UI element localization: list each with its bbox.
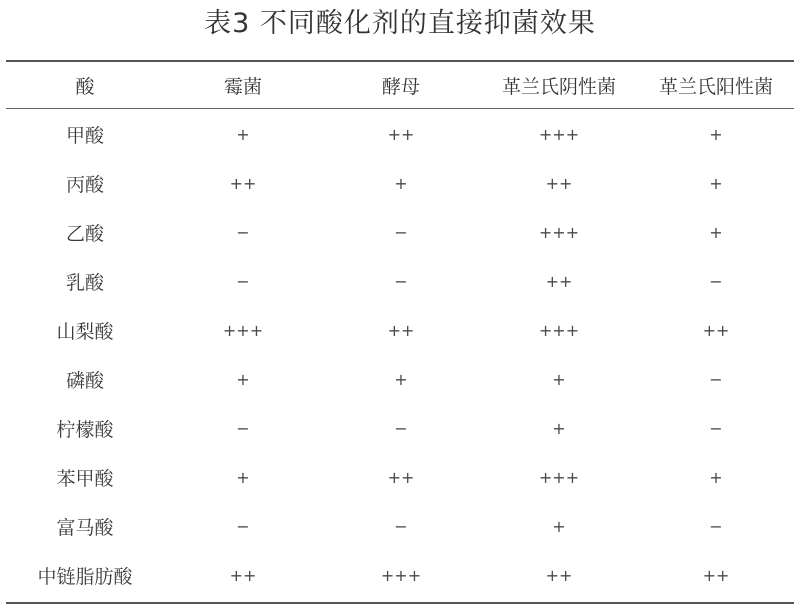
cell-yeast: −	[394, 517, 408, 536]
cell-mold: −	[236, 223, 250, 242]
cell-acid-name: 中链脂肪酸	[37, 566, 133, 588]
cell-gram-positive: −	[709, 272, 723, 291]
cell-mold: −	[236, 517, 250, 536]
cell-mold: +	[236, 125, 250, 144]
cell-acid-name: 苯甲酸	[56, 468, 114, 490]
cell-gram-positive: +	[709, 468, 723, 487]
cell-yeast: −	[394, 272, 408, 291]
cell-mold: +	[236, 468, 250, 487]
cell-yeast: +	[394, 174, 408, 193]
cell-gram-negative: +++	[538, 468, 580, 487]
cell-gram-negative: +++	[538, 321, 580, 340]
header-mold: 霉菌	[223, 75, 262, 98]
header-yeast: 酵母	[381, 75, 420, 98]
header-gram-negative: 革兰氏阴性菌	[501, 75, 616, 98]
cell-gram-positive: ++	[702, 321, 730, 340]
table-row	[6, 355, 794, 404]
cell-mold: −	[236, 272, 250, 291]
cell-yeast: +	[394, 370, 408, 389]
header-acid: 酸	[75, 75, 95, 98]
cell-mold: ++	[229, 566, 257, 585]
cell-acid-name: 富马酸	[56, 517, 114, 539]
cell-gram-positive: +	[709, 125, 723, 144]
table-row	[6, 108, 794, 159]
table-row	[6, 502, 794, 551]
cell-acid-name: 柠檬酸	[56, 419, 114, 441]
cell-gram-positive: +	[709, 223, 723, 242]
cell-gram-positive: −	[709, 517, 723, 536]
cell-gram-negative: +	[552, 419, 566, 438]
cell-acid-name: 乳酸	[65, 272, 104, 294]
cell-gram-negative: ++	[545, 174, 573, 193]
table-row	[6, 159, 794, 208]
table-row	[6, 257, 794, 306]
cell-mold: ++	[229, 174, 257, 193]
cell-gram-positive: −	[709, 419, 723, 438]
cell-gram-positive: −	[709, 370, 723, 389]
cell-gram-negative: ++	[545, 272, 573, 291]
table-row	[6, 208, 794, 257]
cell-acid-name: 磷酸	[65, 370, 104, 392]
cell-yeast: −	[394, 419, 408, 438]
cell-acid-name: 丙酸	[65, 174, 104, 196]
acid-antibacterial-table	[6, 62, 794, 600]
table-row	[6, 551, 794, 600]
cell-gram-negative: +++	[538, 223, 580, 242]
table-header-row	[6, 62, 794, 108]
cell-yeast: ++	[387, 125, 415, 144]
table-title: 表3 不同酸化剂的直接抑菌效果	[204, 8, 596, 39]
cell-gram-negative: +	[552, 517, 566, 536]
table-row	[6, 306, 794, 355]
cell-acid-name: 山梨酸	[56, 321, 114, 343]
cell-mold: +	[236, 370, 250, 389]
cell-gram-positive: ++	[702, 566, 730, 585]
cell-mold: −	[236, 419, 250, 438]
header-gram-positive: 革兰氏阳性菌	[658, 75, 773, 98]
table-row	[6, 404, 794, 453]
cell-gram-negative: +++	[538, 125, 580, 144]
cell-yeast: +++	[380, 566, 422, 585]
cell-gram-negative: +	[552, 370, 566, 389]
cell-mold: +++	[222, 321, 264, 340]
table-row	[6, 453, 794, 502]
cell-yeast: ++	[387, 321, 415, 340]
cell-gram-negative: ++	[545, 566, 573, 585]
cell-yeast: ++	[387, 468, 415, 487]
cell-gram-positive: +	[709, 174, 723, 193]
cell-acid-name: 甲酸	[65, 125, 104, 147]
cell-yeast: −	[394, 223, 408, 242]
cell-acid-name: 乙酸	[65, 223, 104, 245]
table-bottom-rule	[6, 602, 794, 604]
